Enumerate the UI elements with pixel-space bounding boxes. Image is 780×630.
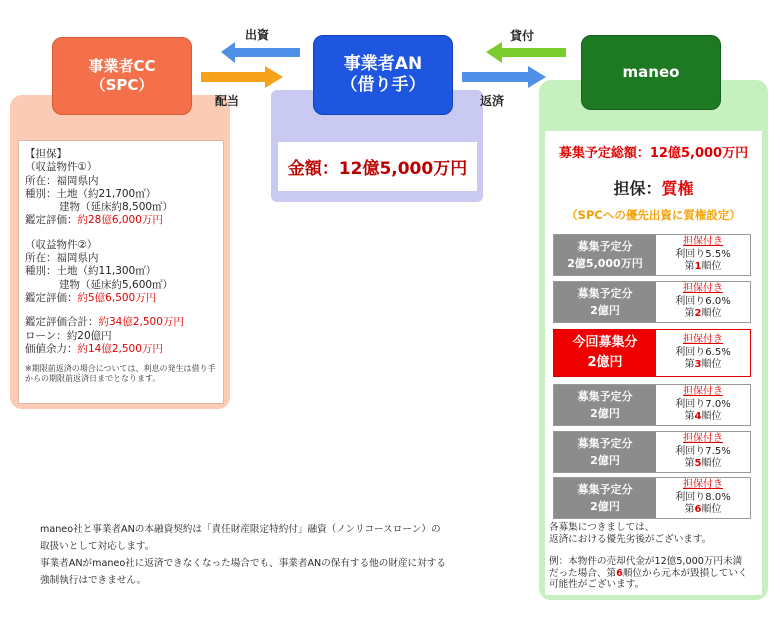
valuation-total-value: 約34億2,500万円 — [98, 316, 184, 329]
note-line: だった場合、第6順位から元本が毀損していく — [549, 567, 748, 579]
node-spc-sub: （SPC） — [90, 76, 154, 94]
tranche-amount: 2億円 — [590, 304, 620, 317]
tranche-amount: 2億5,000万円 — [567, 257, 643, 270]
tranche-rank: 第2順位 — [684, 308, 722, 320]
nonrecourse-line: maneo社と事業者ANの本融資契約は「責任財産限定特約付」融資（ノンリコースローン）の — [40, 524, 441, 535]
repayment-label: 返済 — [480, 94, 505, 108]
tranche-rank: 第1順位 — [684, 261, 722, 273]
tranche-yield: 利回り8.0% — [675, 491, 731, 503]
node-borrower-name: 事業者AN — [343, 53, 423, 74]
flow-arrows — [0, 0, 780, 120]
secured-tag: 担保付き — [683, 334, 723, 346]
valuation-total-label: 鑑定評価合計： — [25, 316, 99, 329]
tranche-row-6 — [553, 477, 751, 519]
tranche-yield: 利回り7.0% — [675, 398, 731, 410]
loan-arrow — [486, 42, 566, 63]
tranche-rank: 第6順位 — [684, 504, 722, 516]
tranche-title: 今回募集分 — [572, 335, 638, 350]
tranche-title: 募集予定分 — [577, 240, 633, 253]
tranche-yield: 利回り6.0% — [675, 295, 731, 307]
secured-tag: 担保付き — [683, 433, 723, 445]
property1-land: 種別：土地（約21,700㎡） — [25, 187, 157, 200]
secured-tag: 担保付き — [683, 236, 723, 248]
dividend-arrow — [201, 66, 283, 88]
tranche-title: 募集予定分 — [577, 390, 633, 403]
investment-label: 出資 — [245, 28, 270, 42]
loan-label: 貸付 — [510, 29, 535, 43]
secured-tag: 担保付き — [683, 283, 723, 295]
nonrecourse-line: 事業者ANがmaneo社に返済できなくなった場合でも、事業者ANの保有する他の財産に対する — [40, 558, 446, 569]
tranche-amount: 2億円 — [590, 500, 620, 513]
collateral-details — [18, 140, 224, 404]
tranche-amount: 2億円 — [590, 407, 620, 420]
property2-valuation-label: 鑑定評価： — [25, 291, 78, 304]
collateral-title: 【担保】 — [25, 148, 67, 160]
tranche-row-1 — [553, 234, 751, 276]
property2-heading: （収益物件②） — [25, 238, 98, 251]
repayment-arrow — [462, 66, 546, 88]
tranche-rank: 第5順位 — [684, 458, 722, 470]
collateral-type — [545, 176, 762, 199]
property2-building: 建物（延床約5,600㎡） — [59, 278, 174, 291]
tranche-amount: 2億円 — [590, 454, 620, 467]
surplus-amount: 約14億2,500万円 — [77, 342, 163, 355]
node-maneo-name: maneo — [622, 63, 680, 82]
tranche-title: 募集予定分 — [577, 287, 633, 300]
node-spc-name: 事業者CC — [88, 57, 156, 76]
property1-heading: （収益物件①） — [25, 161, 98, 174]
property2-location: 所在：福岡県内 — [25, 252, 99, 265]
tranche-row-2 — [553, 281, 751, 323]
nonrecourse-note — [40, 521, 480, 589]
node-borrower-sub: （借り手） — [340, 75, 426, 95]
note-line: 可能性がございます。 — [549, 579, 645, 590]
tranche-yield: 利回り5.5% — [675, 248, 731, 260]
valuation-total — [25, 316, 217, 329]
tranche-title: 募集予定分 — [577, 437, 633, 450]
property2-valuation-value: 約5億6,500万円 — [77, 291, 157, 304]
tranche-title: 募集予定分 — [577, 483, 633, 496]
secured-tag: 担保付き — [683, 479, 723, 491]
nonrecourse-line: 取扱いとして対応します。 — [40, 541, 155, 552]
nonrecourse-line: 強制執行はできません。 — [40, 575, 147, 586]
tranche-row-4 — [553, 384, 751, 426]
note-line: 返済における優先劣後がございます。 — [549, 533, 712, 545]
total-offering: 募集予定総額：12億5,000万円 — [558, 146, 749, 161]
property2-land: 種別：土地（約11,300㎡） — [25, 265, 157, 278]
prepayment-note: ※期限前返済の場合については、利息の発生は借り手からの期限前返済日までとなります。 — [25, 364, 216, 384]
tranche-rank: 第4順位 — [684, 411, 722, 423]
property1-location: 所在：福岡県内 — [25, 174, 99, 187]
priority-notes — [549, 522, 759, 591]
property1-valuation-value: 約28億6,000万円 — [77, 214, 163, 227]
collateral-prefix: 担保： — [613, 179, 662, 198]
tranche-row-5 — [553, 431, 751, 473]
surplus-value — [25, 343, 217, 356]
property2-valuation — [25, 292, 217, 305]
note-line: 例：本物件の売却代金が12億5,000万円未満 — [549, 556, 743, 567]
property1-valuation — [25, 214, 217, 227]
collateral-value: 質権 — [661, 179, 694, 198]
collateral-note: （SPCへの優先出資に質権設定） — [566, 208, 741, 222]
tranche-amount: 2億円 — [587, 355, 623, 370]
loan-amount-text: 金額：12億5,000万円 — [287, 159, 468, 179]
loan-amount: ローン：約20億円 — [25, 329, 112, 342]
secured-tag: 担保付き — [683, 386, 723, 398]
tranche-row-current — [553, 329, 751, 377]
tranche-yield: 利回り7.5% — [675, 445, 731, 457]
loan-amount-box — [278, 142, 477, 191]
note-line: 各募集につきましては、 — [549, 522, 655, 533]
property1-building: 建物（延床約8,500㎡） — [59, 201, 174, 214]
surplus-label: 価値余力： — [25, 342, 78, 355]
tranche-yield: 利回り6.5% — [675, 346, 731, 358]
dividend-label: 配当 — [215, 94, 240, 108]
investment-arrow — [221, 42, 300, 63]
property1-valuation-label: 鑑定評価： — [25, 214, 78, 227]
tranche-rank: 第3順位 — [684, 359, 722, 371]
